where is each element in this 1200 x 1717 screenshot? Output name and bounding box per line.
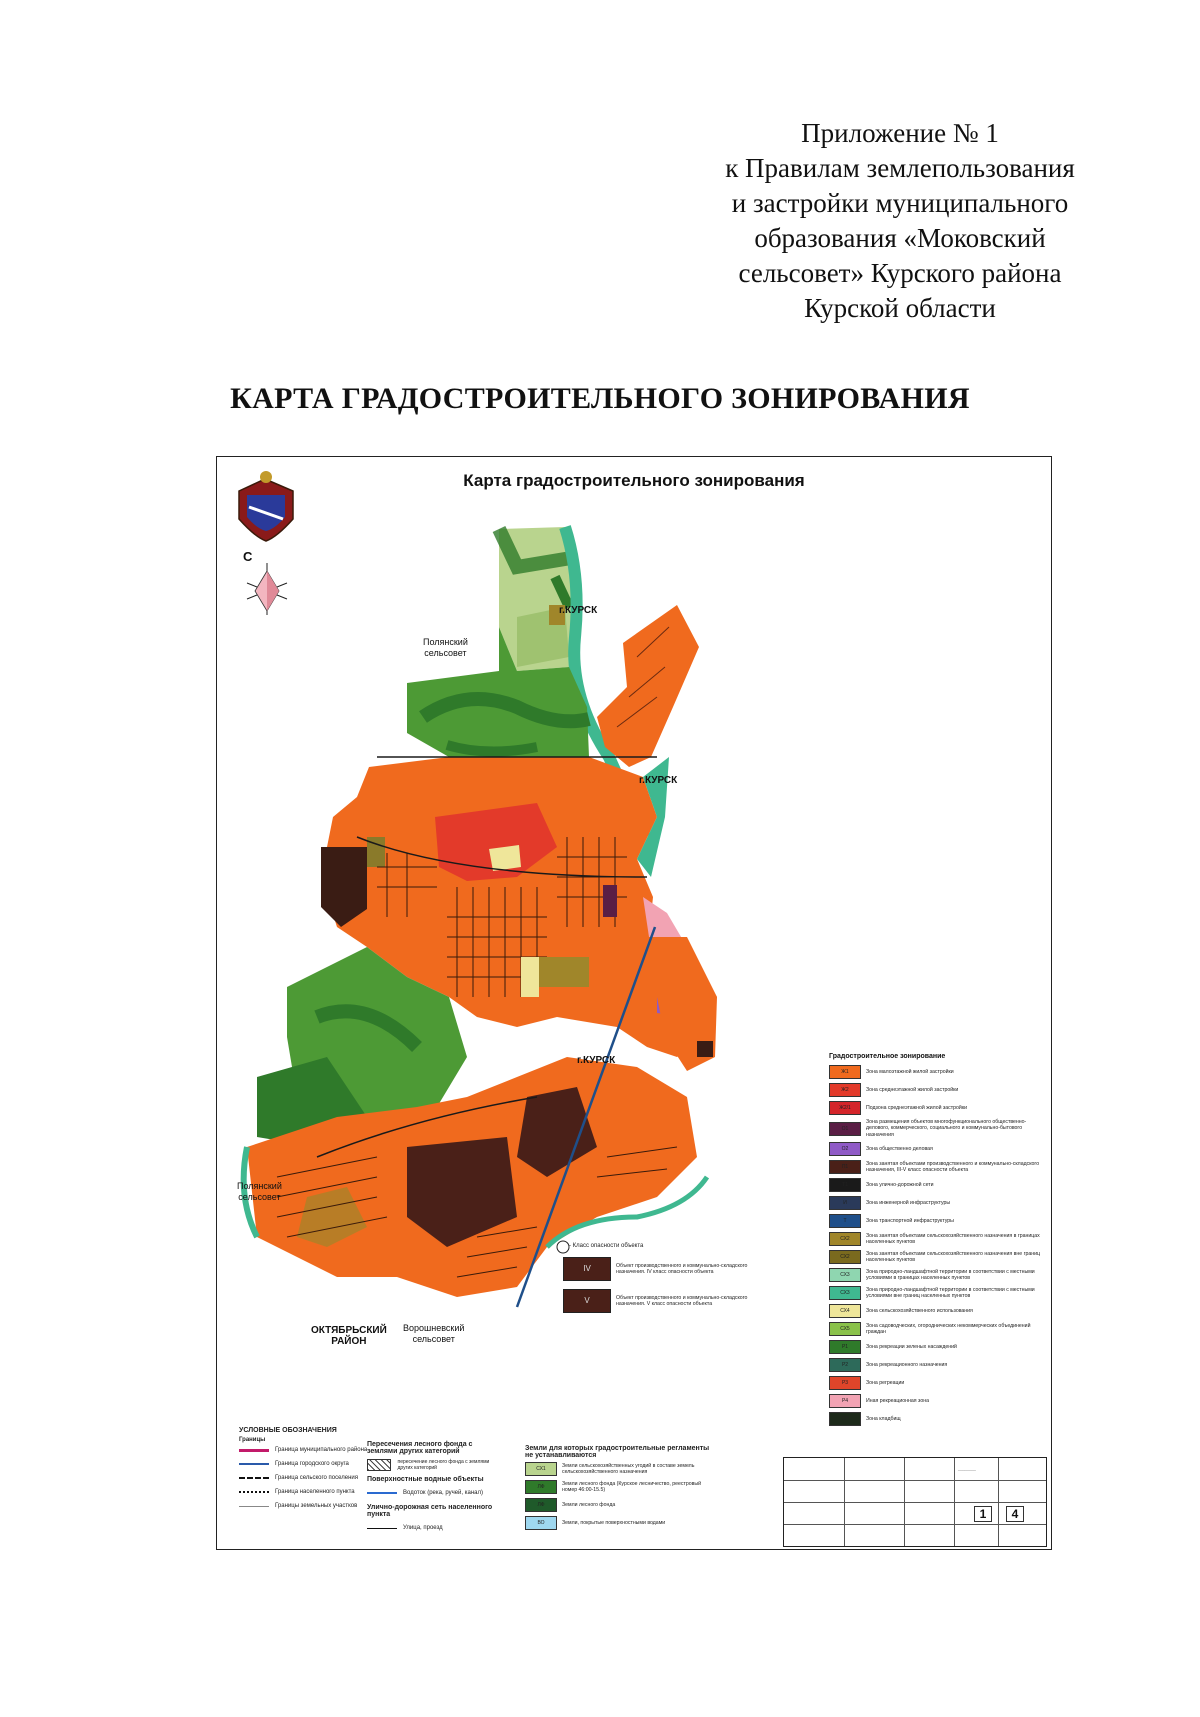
legend-swatch: О2: [829, 1142, 861, 1156]
legend-label: Зона занятая объектами сельскохозяйственного назначения вне границ населенных пунктов: [866, 1250, 1040, 1264]
boundary-line-icon: [239, 1491, 269, 1493]
map-title: Карта градостроительного зонирования: [463, 471, 805, 490]
legend-swatch: СХ3: [829, 1286, 861, 1300]
hazard-label: Объект производственного и коммунально-складского назначения. V класс опасности объекта: [616, 1294, 748, 1307]
legend-label: Зона среднеэтажной жилой застройки: [866, 1086, 959, 1093]
boundaries-subheading: Границы: [239, 1437, 266, 1443]
legend-label: Зона занятая объектами производственного и коммунально-складского назначения, III-V класс опасности объекта: [866, 1160, 1040, 1174]
legend-item: [829, 1376, 1047, 1390]
legend-label: Зона сельскохозяйственного использования: [866, 1308, 973, 1315]
legend-label: Подзона среднеэтажной жилой застройки: [866, 1104, 967, 1111]
no-regulations-label: Земли, покрытые поверхностными водами: [562, 1519, 666, 1526]
legend-item: [829, 1196, 1047, 1210]
legend-label: Зона занятая объектами сельскохозяйственного назначения в границах населенных пунктов: [866, 1232, 1040, 1246]
legend-item: [829, 1160, 1047, 1174]
sheet-count: 4: [1006, 1506, 1024, 1522]
north-arrow-icon: [247, 563, 287, 615]
boundary-line-icon: [239, 1463, 269, 1465]
legend-swatch: Т: [829, 1214, 861, 1228]
sign-row: [239, 1485, 379, 1499]
legend-item: [829, 1232, 1047, 1246]
legend-swatch: Т1: [829, 1178, 861, 1192]
legend-swatch: Р2: [829, 1358, 861, 1372]
legend-item: [829, 1083, 1047, 1097]
appendix-line: и застройки муниципального: [731, 188, 1069, 218]
label-polyanskiy-top: Полянский сельсовет: [423, 637, 468, 658]
sign-label: Граница населенного пункта: [275, 1489, 355, 1495]
sign-label: Граница сельского поселения: [275, 1475, 359, 1481]
forest-water-legend: [367, 1441, 497, 1535]
legend-swatch: СХ5: [829, 1322, 861, 1336]
street-row: [367, 1521, 497, 1535]
map-sheet: [216, 456, 1052, 1550]
hazard-code: IV: [563, 1257, 611, 1281]
no-regulations-legend: [525, 1445, 715, 1534]
legend-item: [829, 1214, 1047, 1228]
legend-item: [829, 1286, 1047, 1300]
sign-row: [239, 1471, 379, 1485]
legend-label: Зона природно-ландшафтной территории в соответствии с местными условиями вне границ населенных пунктов: [866, 1286, 1035, 1300]
water-heading: Поверхностные водные объекты: [367, 1476, 484, 1483]
no-regulations-item: [525, 1498, 715, 1512]
legend-item: [829, 1119, 1047, 1138]
legend-swatch: И: [829, 1196, 861, 1210]
legend-swatch: СХ2: [829, 1232, 861, 1246]
no-regulations-label: Земли лесного фонда (Курское лесничество, реестровый номер 46:00-15.5): [562, 1480, 702, 1493]
legend-item: [829, 1358, 1047, 1372]
hazard-class-symbol-icon: [557, 1241, 569, 1253]
no-regulations-item: [525, 1516, 715, 1530]
boundary-line-icon: [239, 1506, 269, 1507]
no-regulations-heading: Земли для которых градостроительные регламенты не устанавливаются: [525, 1445, 710, 1459]
sign-row: [239, 1443, 379, 1457]
street-line-icon: [367, 1528, 397, 1529]
document-title: КАРТА ГРАДОСТРОИТЕЛЬНОГО ЗОНИРОВАНИЯ: [230, 382, 970, 415]
sign-label: Граница муниципального района: [275, 1447, 368, 1453]
no-regulations-item: [525, 1462, 715, 1476]
label-kursk-low: г.КУРСК: [577, 1055, 616, 1066]
appendix-line: сельсовет» Курского района: [738, 258, 1062, 288]
legend-item: [829, 1250, 1047, 1264]
legend-heading: Градостроительное зонирование: [829, 1053, 946, 1060]
legend-label: Зона рекреационного назначения: [866, 1362, 948, 1369]
street-label: Улица, проезд: [403, 1525, 443, 1531]
appendix-line: Приложение № 1: [801, 118, 999, 148]
water-label: Водоток (река, ручей, канал): [403, 1490, 483, 1496]
legend-label: Зона общественно деловая: [866, 1146, 933, 1153]
no-regulations-swatch: СХ1: [525, 1462, 557, 1476]
legend-swatch: Р4: [829, 1394, 861, 1408]
conventional-signs-heading: УСЛОВНЫЕ ОБОЗНАЧЕНИЯ: [239, 1427, 337, 1434]
legend-item: [829, 1394, 1047, 1408]
sign-label: Границы земельных участков: [275, 1503, 358, 1509]
forest-cross-row: [367, 1458, 497, 1472]
legend-item: [829, 1065, 1047, 1079]
legend-swatch: СХ4: [829, 1304, 861, 1318]
appendix-note: [690, 116, 1110, 326]
appendix-line: к Правилам землепользования: [725, 153, 1075, 183]
sign-row: [239, 1457, 379, 1471]
legend-swatch: Р1: [829, 1340, 861, 1354]
legend-label: Зона транспортной инфраструктуры: [866, 1218, 954, 1225]
legend-item: [829, 1268, 1047, 1282]
legend-item: [829, 1101, 1047, 1115]
legend-label: Зона размещения объектов многофункционального общественно-делового, коммерческого, социального и коммунально-бытового назначения: [866, 1119, 1027, 1138]
label-kursk-top: г.КУРСК: [559, 605, 598, 616]
legend-swatch: Р3: [829, 1376, 861, 1390]
appendix-line: Курской области: [804, 293, 996, 323]
legend-label: Зона садоводческих, огороднических некоммерческих объединений граждан: [866, 1322, 1031, 1336]
legend-item: [829, 1304, 1047, 1318]
boundary-line-icon: [239, 1449, 269, 1452]
boundary-line-icon: [239, 1477, 269, 1479]
legend-label: Зона рекреации зеленых насаждений: [866, 1344, 957, 1351]
no-regulations-label: Земли лесного фонда: [562, 1501, 616, 1508]
hazard-caption: - Класс опасности объекта: [569, 1243, 644, 1249]
coat-of-arms-icon: [239, 471, 293, 541]
legend-swatch: Ж1: [829, 1065, 861, 1079]
sign-row: [239, 1499, 379, 1513]
legend-item: [829, 1322, 1047, 1336]
label-kursk-mid: г.КУРСК: [639, 775, 678, 786]
no-regulations-label: Земли сельскохозяйственных угодий в составе земель сельскохозяйственного назначения: [562, 1462, 695, 1475]
forest-cross-label: пересечение лесного фонда с землями других категорий: [397, 1459, 490, 1471]
conventional-signs: [239, 1427, 379, 1513]
watercourse-line-icon: [367, 1492, 397, 1494]
forest-cross-heading: Пересечения лесного фонда с землями других категорий: [367, 1441, 473, 1455]
hazard-label: Объект производственного и коммунально-складского назначения. IV класс опасности объекта: [616, 1262, 748, 1275]
no-regulations-item: [525, 1480, 715, 1494]
legend-item: [829, 1412, 1047, 1426]
legend-label: Зона природно-ландшафтной территории в соответствии с местными условиями в границах населенных пунктов: [866, 1268, 1035, 1282]
water-row: [367, 1486, 497, 1500]
no-regulations-list: [525, 1462, 715, 1530]
label-oktyabrsky: ОКТЯБРЬСКИЙ РАЙОН: [311, 1325, 387, 1347]
legend: [829, 1065, 1047, 1430]
legend-swatch: СХ3: [829, 1268, 861, 1282]
legend-label: Зона малоэтажной жилой застройки: [866, 1068, 954, 1075]
street-heading: Улично-дорожная сеть населенного пункта: [367, 1504, 493, 1518]
legend-swatch: О1: [829, 1122, 861, 1136]
legend-swatch: П1: [829, 1160, 861, 1174]
legend-swatch: СН: [829, 1412, 861, 1426]
north-label: С: [243, 549, 253, 564]
title-block-stamp: ________ 1 4: [783, 1457, 1047, 1547]
legend-item: [829, 1178, 1047, 1192]
label-voroshnevsky: Ворошневский сельсовет: [403, 1323, 465, 1344]
hatch-icon: [367, 1459, 391, 1471]
legend-label: Зона улично-дорожной сети: [866, 1182, 934, 1189]
legend-item: [829, 1142, 1047, 1156]
hazard-code: V: [563, 1289, 611, 1313]
hazard-item: [563, 1257, 776, 1281]
hazard-item: [563, 1289, 776, 1313]
territory: [244, 527, 717, 1307]
no-regulations-swatch: ЛФ: [525, 1498, 557, 1512]
legend-label: Зона кладбищ: [866, 1416, 901, 1423]
legend-label: Иная рекреационная зона: [866, 1398, 929, 1405]
label-polyanskiy-bottom: Полянский сельсовет: [237, 1181, 282, 1202]
legend-label: Зона регреации: [866, 1380, 905, 1387]
legend-swatch: СХ2: [829, 1250, 861, 1264]
sheet-number: 1: [974, 1506, 992, 1522]
no-regulations-swatch: ЛФ: [525, 1480, 557, 1494]
legend-label: Зона инженерной инфраструктуры: [866, 1200, 951, 1207]
sign-label: Граница городского округа: [275, 1461, 349, 1467]
no-regulations-swatch: ВО: [525, 1516, 557, 1530]
legend-swatch: Ж2/1: [829, 1101, 861, 1115]
legend-item: [829, 1340, 1047, 1354]
legend-swatch: Ж2: [829, 1083, 861, 1097]
appendix-line: образования «Моковский: [754, 223, 1046, 253]
